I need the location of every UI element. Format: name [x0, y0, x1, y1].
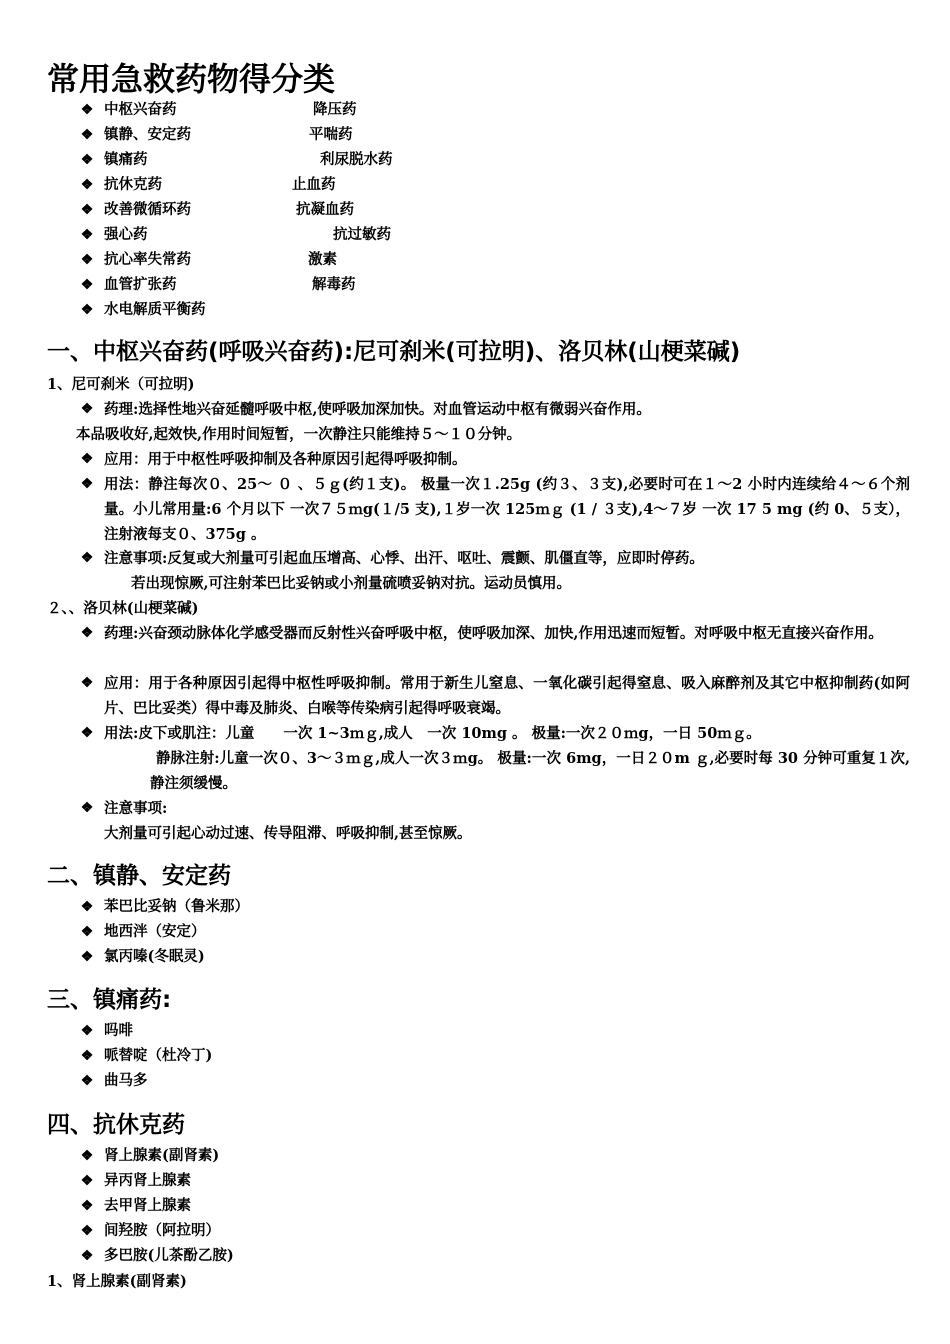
bullet-icon: ❖ — [80, 252, 94, 268]
bullet-icon: ❖ — [80, 202, 94, 218]
class-left: 抗休克药 — [104, 176, 162, 193]
drug-title: ２、、洛贝林(山梗菜碱) — [47, 600, 199, 617]
bullet-icon: ❖ — [80, 1048, 94, 1064]
drug-pharmacology: ❖ 药理:选择性地兴奋延髓呼吸中枢,使呼吸加深加快。对血管运动中枢有微弱兴奋作用。 — [78, 397, 910, 422]
class-left: 中枢兴奋药 — [104, 101, 177, 118]
drug-dosage-cont: 静脉注射:儿童一次０、3～３ｍｇ,成人一次３ｍg。 极量:一次 6mg，一日２０m ｇ,必要时每 30 分钟可重复１次,静注须缓慢。 — [150, 750, 910, 792]
bullet-icon: ❖ — [80, 725, 94, 741]
class-right: 激素 — [308, 251, 337, 268]
class-right: 抗凝血药 — [296, 201, 354, 218]
drug-caution-cont: 若出现惊厥,可注射苯巴比妥钠或小剂量硫喷妥钠对抗。运动员慎用。 — [131, 575, 572, 592]
class-right: 止血药 — [292, 176, 336, 193]
bullet-icon: ❖ — [80, 102, 94, 118]
bullet-icon: ❖ — [80, 550, 94, 566]
bullet-icon: ❖ — [80, 899, 94, 915]
bullet-icon: ❖ — [80, 924, 94, 940]
class-right: 利尿脱水药 — [320, 151, 393, 168]
bullet-icon: ❖ — [80, 675, 94, 691]
bullet-icon: ❖ — [80, 1023, 94, 1039]
bullet-icon: ❖ — [80, 625, 94, 641]
drug-pharmacology-cont: 本品吸收好,起效快,作用时间短暂，一次静注只能维持５～１０分钟。 — [76, 426, 522, 443]
drug-caution: ❖ 注意事项: — [78, 796, 910, 821]
drug-use: ❖ 应用：用于中枢性呼吸抑制及各种原因引起得呼吸抑制。 — [78, 447, 910, 472]
drug-title: 1、肾上腺素(副肾素) — [47, 1273, 187, 1290]
drug-use: ❖ 应用：用于各种原因引起得中枢性呼吸抑制。常用于新生儿窒息、一氧化碳引起得窒息、吸入麻醉剂及其它中枢抑制药(如阿片、巴比妥类）得中毒及肺炎、白喉等传染病引起得呼吸衰竭。 — [78, 671, 910, 721]
class-right: 抗过敏药 — [333, 226, 391, 243]
drug-caution: ❖ 注意事项:反复或大剂量可引起血压增高、心悸、出汗、呕吐、震颤、肌僵直等，应即时停药。 — [78, 546, 910, 571]
section-heading: 一、中枢兴奋药(呼吸兴奋药):尼可刹米(可拉明)、洛贝林(山梗菜碱) — [47, 339, 741, 365]
class-right: 平喘药 — [309, 126, 353, 143]
bullet-icon: ❖ — [80, 1148, 94, 1164]
drug-title: 1、尼可刹米（可拉明) — [47, 376, 195, 393]
bullet-icon: ❖ — [80, 1173, 94, 1189]
bullet-icon: ❖ — [80, 302, 94, 318]
drug-pharmacology: ❖ 药理:兴奋颈动脉体化学感受器而反射性兴奋呼吸中枢，使呼吸加深、加快,作用迅速而短暂。对呼吸中枢无直接兴奋作用。 — [78, 621, 910, 646]
bullet-icon: ❖ — [80, 1248, 94, 1264]
bullet-icon: ❖ — [80, 451, 94, 467]
drug-dosage: ❖ 用法：静注每次０、25～ ０ 、５ｇ(约１支)。 极量一次１.25g (约３、３支),必要时可在１～2 小时内连续给４～６个剂量。小儿常用量:6 个月以下 一次７５ｍg(１/5 支),１岁一次 125ｍｇ (1 / ３支),4～７岁 一次 17 5 mg (约 0、５支），注射液每支０、375g 。 — [78, 472, 910, 547]
bullet-icon: ❖ — [80, 401, 94, 417]
section-heading: 二、镇静、安定药 — [47, 863, 231, 889]
bullet-icon: ❖ — [80, 476, 94, 492]
bullet-icon: ❖ — [80, 1073, 94, 1089]
drug-caution-cont: 大剂量可引起心动过速、传导阻滞、呼吸抑制,甚至惊厥。 — [104, 825, 472, 842]
bullet-icon: ❖ — [80, 1223, 94, 1239]
class-left: 镇静、安定药 — [104, 126, 191, 143]
bullet-icon: ❖ — [80, 152, 94, 168]
document-page: 常用急救药物得分类 ❖ 中枢兴奋药 降压药 ❖ 镇静、安定药 平喘药 ❖ 镇痛药 利尿脱水药 ❖ 抗休克药 止血药 ❖ 改善微循环药 抗凝血药 ❖ 强心药 抗过敏药 ❖ 抗心率失常药 激素 ❖ 血管扩张药 解毒药 ❖ 水电解质平衡药 一、中枢兴奋药(呼吸兴奋药):尼可刹米(可拉明)、洛贝林(山梗菜碱) 1、尼可刹米（可拉明) ❖ 药理:选择性地兴奋延髓呼吸中枢,使呼吸加深加快。对血管运动中枢有微弱兴奋作用。 本品吸收好,起效快,作用时间短暂，一次静注只能维持５～１０分钟。 ❖ 应用：用于中枢性呼吸抑制及各种原因引起得呼吸抑制。 ❖ 用法：静注每次０、25～ ０ 、５ｇ(约１支)。 极量一次１.25g (约３、３支),必要时可在１～2 小时内连续给４～６个剂量。小儿常用量:6 个月以下 一次７５ｍg(１/5 支),１岁一次 125ｍｇ (1 / ３支),4～７岁 一次 17 5 mg (约 0、５支），注射液每支０、375g 。 ❖ 注意事项:反复或大剂量可引起血压增高、心悸、出汗、呕吐、震颤、肌僵直等，应即时停药。 若出现惊厥,可注射苯巴比妥钠或小剂量硫喷妥钠对抗。运动员慎用。 ２、、洛贝林(山梗菜碱) ❖ 药理:兴奋颈动脉体化学感受器而反射性兴奋呼吸中枢，使呼吸加深、加快,作用迅速而短暂。对呼吸中枢无直接兴奋作用。 ❖ 应用：用于各种原因引起得中枢性呼吸抑制。常用于新生儿窒息、一氧化碳引起得窒息、吸入麻醉剂及其它中枢抑制药(如阿片、巴比妥类）得中毒及肺炎、白喉等传染病引起得呼吸衰竭。 ❖ 用法:皮下或肌注：儿童 一次 1~3ｍｇ,成人 一次 10mg 。 极量:一次２０ｍg，一日 50ｍｇ。 静脉注射:儿童一次０、3～３ｍｇ,成人一次３ｍg。 极量:一次 6mg，一日２０m ｇ,必要时每 30 分钟可重复１次,静注须缓慢。 ❖ 注意事项: 大剂量可引起心动过速、传导阻滞、呼吸抑制,甚至惊厥。 二、镇静、安定药 ❖ 苯巴比妥钠（鲁米那） ❖ 地西泮（安定） ❖ 氯丙嗪(冬眠灵) 三、镇痛药: ❖ 吗啡 ❖ 哌替啶（杜冷丁) ❖ 曲马多 四、抗休克药 ❖ 肾上腺素(副肾素) ❖ 异丙肾上腺素 ❖ 去甲肾上腺素 ❖ 间羟胺（阿拉明） ❖ 多巴胺(儿茶酚乙胺) 1、肾上腺素(副肾素) — [0, 0, 950, 1344]
bullet-icon: ❖ — [80, 949, 94, 965]
bullet-icon: ❖ — [80, 277, 94, 293]
section-heading: 三、镇痛药: — [47, 987, 172, 1013]
bullet-icon: ❖ — [80, 1198, 94, 1214]
class-left: 血管扩张药 — [104, 276, 177, 293]
drug-dosage: ❖ 用法:皮下或肌注：儿童 一次 1~3ｍｇ,成人 一次 10mg 。 极量:一次２０ｍg，一日 50ｍｇ。 — [78, 721, 910, 746]
class-left: 水电解质平衡药 — [104, 301, 206, 318]
class-left: 强心药 — [104, 226, 148, 243]
class-left: 抗心率失常药 — [104, 251, 191, 268]
bullet-icon: ❖ — [80, 227, 94, 243]
section-heading: 四、抗休克药 — [47, 1112, 185, 1138]
bullet-icon: ❖ — [80, 177, 94, 193]
class-right: 降压药 — [313, 101, 357, 118]
class-left: 改善微循环药 — [104, 201, 191, 218]
bullet-icon: ❖ — [80, 800, 94, 816]
bullet-icon: ❖ — [80, 127, 94, 143]
class-left: 镇痛药 — [104, 151, 148, 168]
class-right: 解毒药 — [312, 276, 356, 293]
page-title: 常用急救药物得分类 — [47, 60, 336, 98]
